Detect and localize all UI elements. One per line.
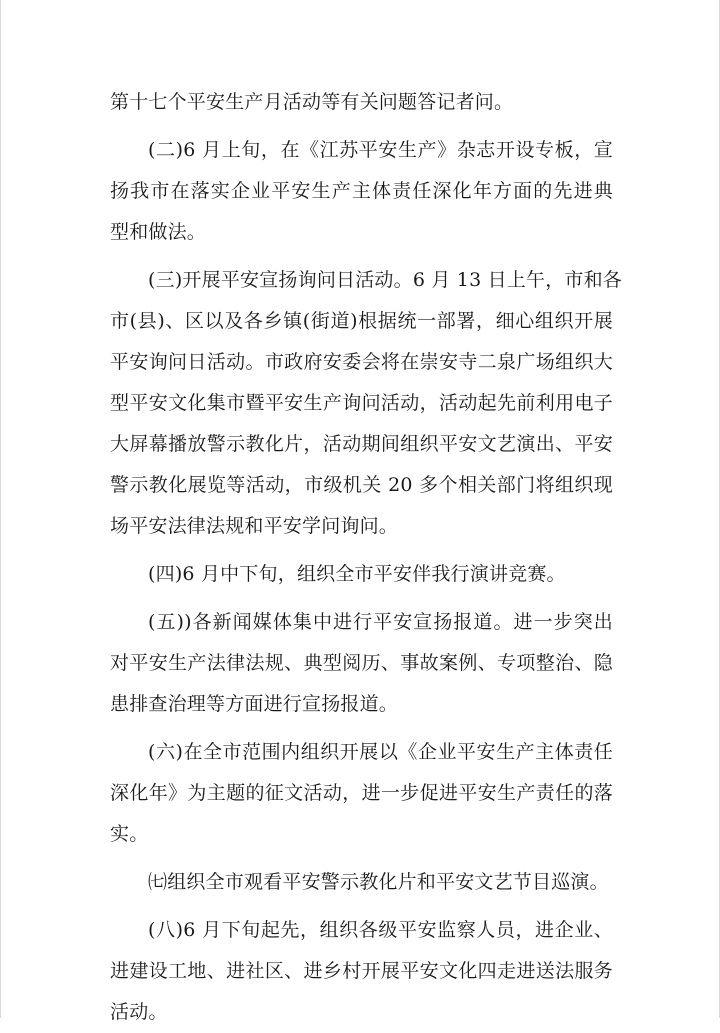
paragraph-item-2 (110, 130, 613, 253)
text-line: 大屏幕播放警示教化片，活动期间组织平安文艺演出、平安 (110, 433, 613, 455)
text-line: 进建设工地、进社区、进乡村开展平安文化四走进送法服务 (110, 960, 613, 982)
text-line: 对平安生产法律法规、典型阅历、事故案例、专项整治、隐 (110, 652, 613, 674)
text-line: 警示教化展览等活动，市级机关 20 多个相关部门将组织现 (110, 474, 613, 496)
text-line: (三)开展平安宣扬询问日活动。6 月 13 日上午，市和各 (148, 269, 623, 291)
text-line: 第十七个平安生产月活动等有关问题答记者问。 (110, 91, 514, 113)
text-line: 实。 (110, 823, 149, 845)
paragraph-continuation (110, 82, 613, 123)
text-line: (六)在全市范围内组织开展以《企业平安生产主体责任 (148, 741, 613, 763)
paragraph-item-8 (110, 910, 613, 1033)
text-line: ㈦组织全市观看平安警示教化片和平安文艺节目巡演。 (148, 871, 609, 893)
paragraph-item-7 (110, 862, 613, 903)
text-line: 场平安法律法规和平安学问询问。 (110, 515, 399, 537)
text-line: (五))各新闻媒体集中进行平安宣扬报道。进一步突出 (148, 611, 613, 633)
text-line: 平安询问日活动。市政府安委会将在崇安寺二泉广场组织大 (110, 351, 613, 373)
text-line: (二)6 月上旬，在《江苏平安生产》杂志开设专板，宣 (148, 139, 613, 161)
paragraph-item-6 (110, 732, 613, 855)
text-line: 市(县)、区以及各乡镇(街道)根据统一部署，细心组织开展 (110, 310, 613, 332)
paragraph-item-4 (110, 554, 613, 595)
text-line: (四)6 月中下旬，组织全市平安伴我行演讲竞赛。 (148, 563, 566, 585)
paragraph-item-5 (110, 602, 613, 725)
text-line: 深化年》为主题的征文活动，进一步促进平安生产责任的落 (110, 782, 613, 804)
text-line: 型平安文化集市暨平安生产询问活动，活动起先前利用电子 (110, 392, 613, 414)
text-line: 患排查治理等方面进行宣扬报道。 (110, 693, 399, 715)
text-line: 活动。 (110, 1001, 168, 1023)
paragraph-item-3 (110, 260, 623, 547)
text-line: 型和做法。 (110, 221, 207, 243)
text-line: (八)6 月下旬起先，组织各级平安监察人员，进企业、 (148, 919, 613, 941)
text-line: 扬我市在落实企业平安生产主体责任深化年方面的先进典 (110, 180, 613, 202)
document-body (110, 82, 623, 1033)
